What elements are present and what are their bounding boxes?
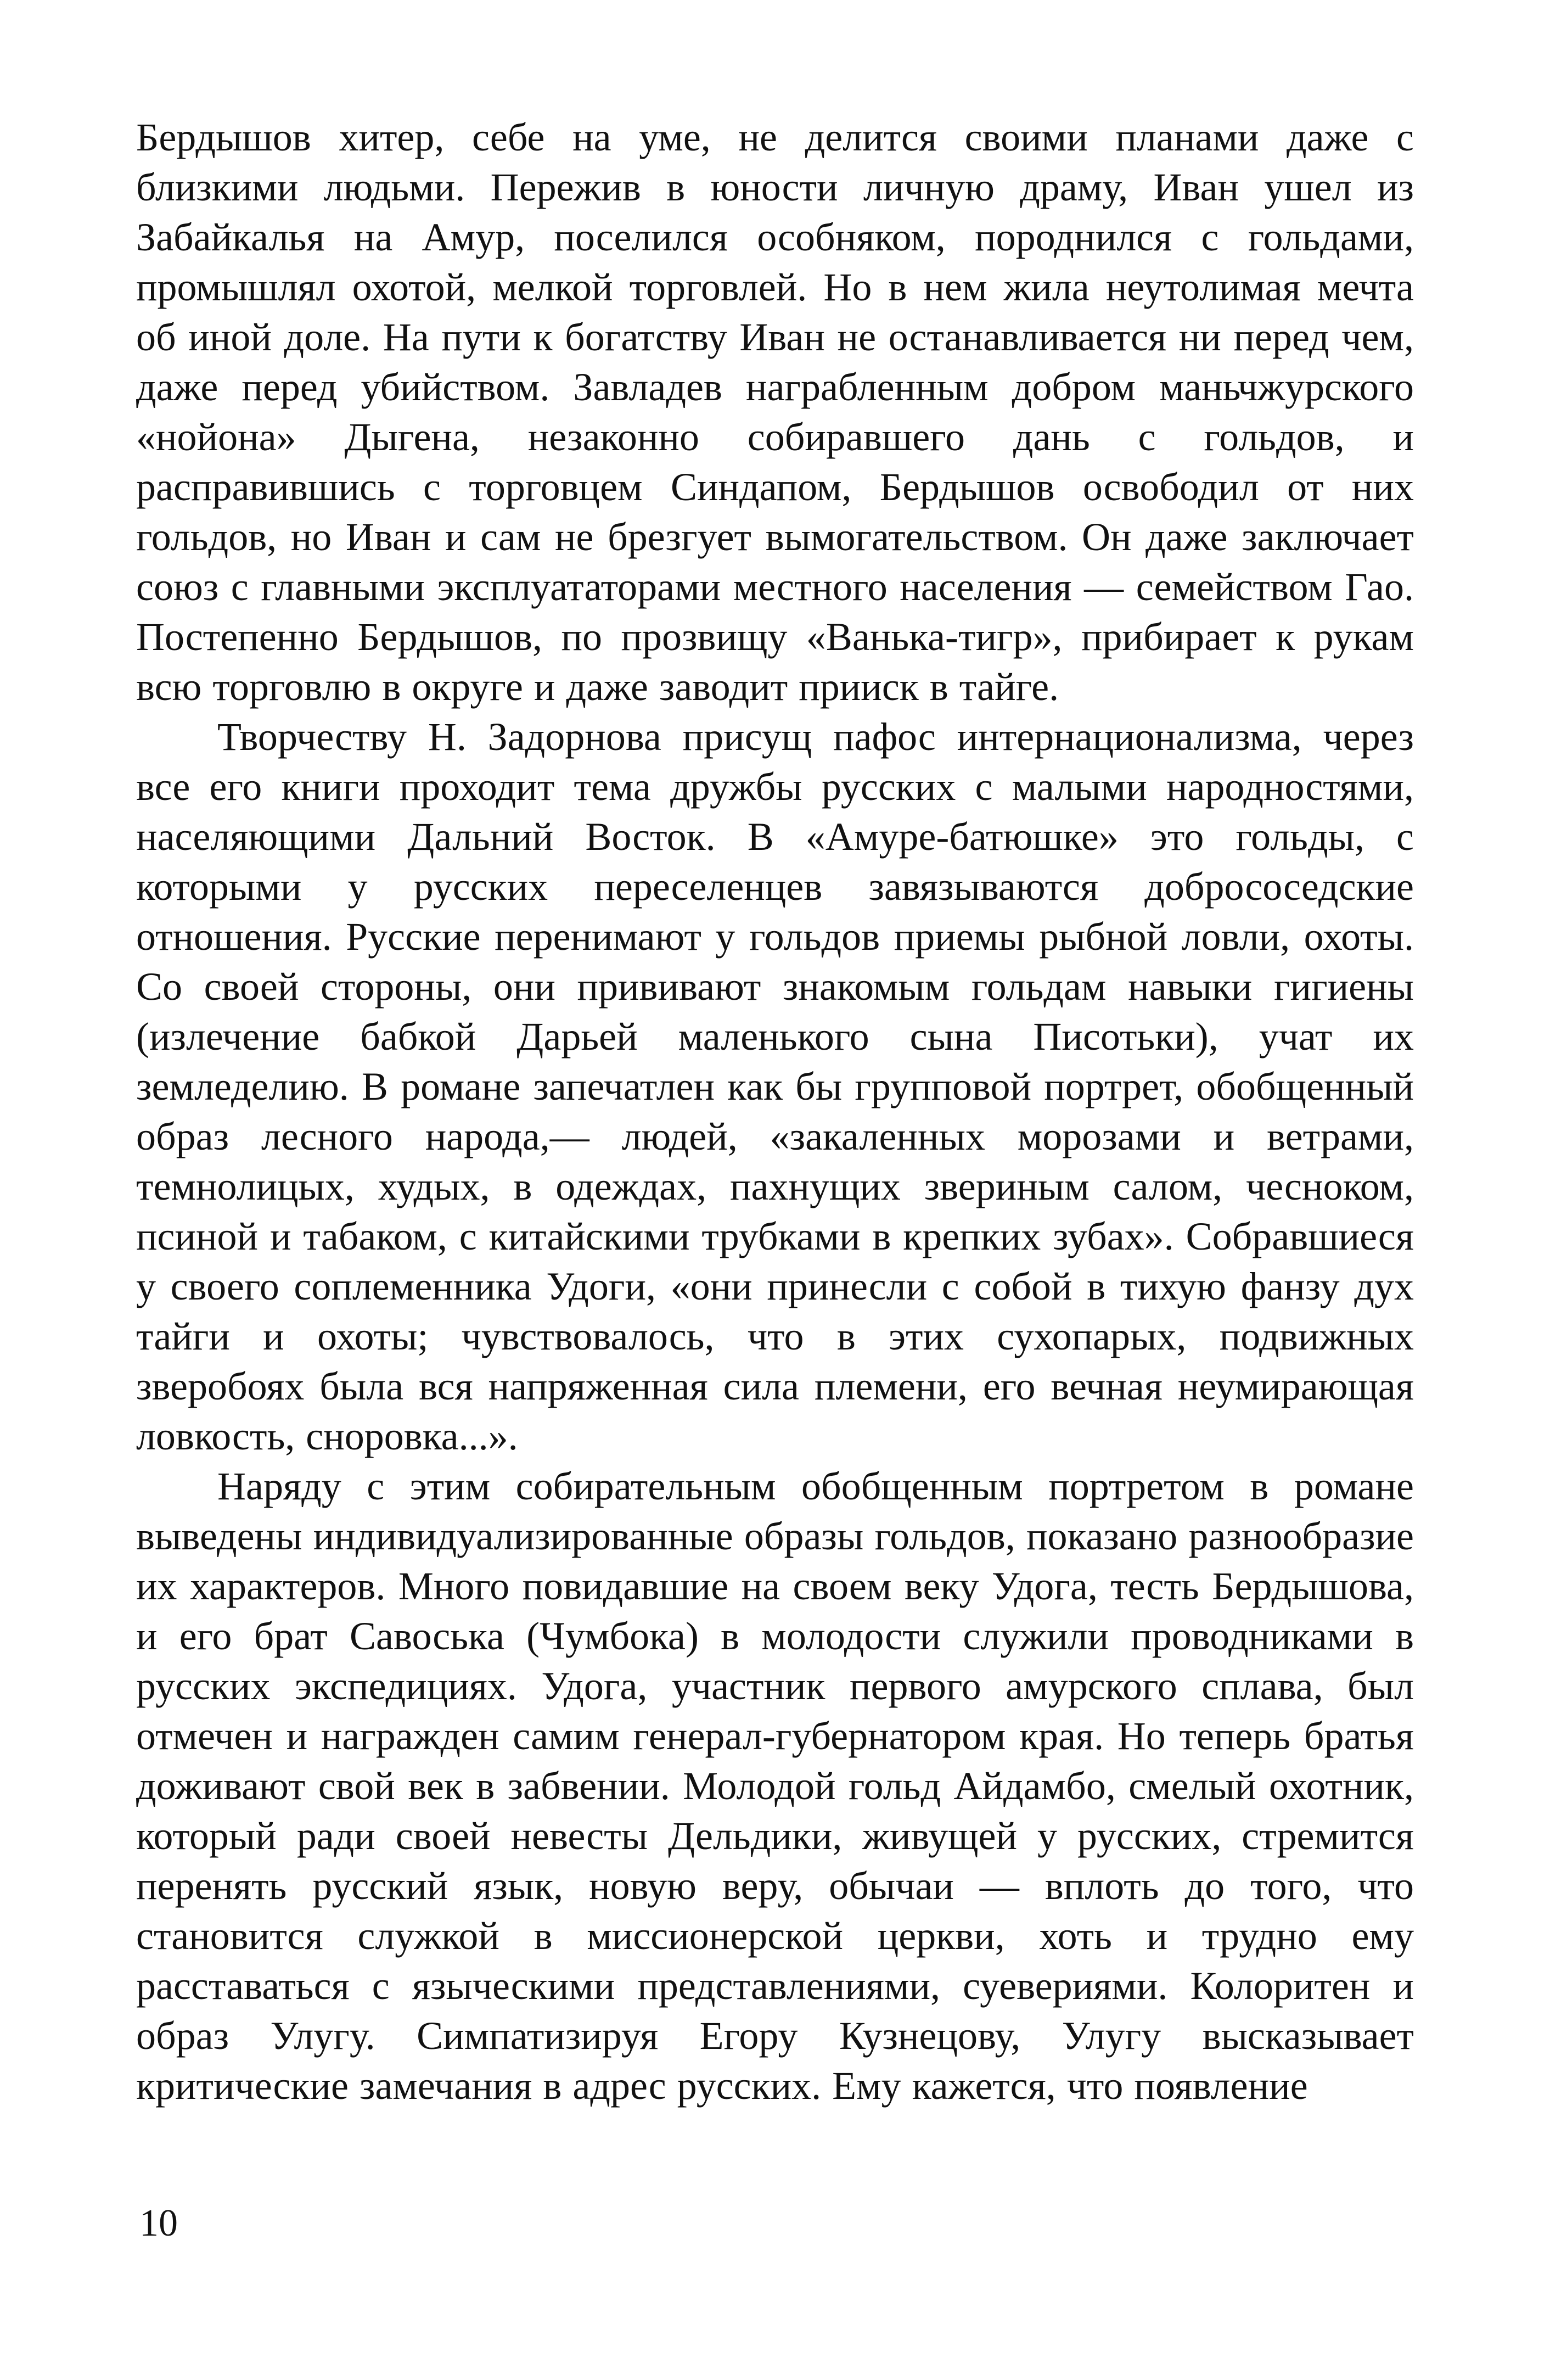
paragraph-individual-portraits: Наряду с этим собирательным обобщенным портретом в романе выведены индивидуализированные образы гольдов, показано разнообразие их характеров. Много повидавшие на своем веку Удога, тесть Бердышова, и его брат Савоська (Чумбока) в молодости служили проводниками в русских экспедициях. Удога, участник первого амурского сплава, был отмечен и награжден самим генерал-губернатором края. Но теперь братья доживают свой век в забвении. Молодой гольд Айдамбо, смелый охотник, который ради своей невесты Дельдики, живущей у русских, стремится перенять русский язык, новую веру, обычаи — вплоть до того, что становится служкой в миссионерской церкви, хоть и трудно ему расставаться с языческими представлениями, суевериями. Колоритен и образ Улугу. Симпатизируя Егору Кузнецову, Улугу высказывает критические замечания в адрес русских. Ему кажется, что появление bbox=[136, 1464, 1414, 2108]
paragraph-berdyshov: Бердышов хитер, себе на уме, не делится своими планами даже с близкими людьми. Пережив в юности личную драму, Иван ушел из Забайкалья на Амур, поселился особняком, породнился с гольдами, промышлял охотой, мелкой торговлей. Но в нем жила неутолимая мечта об иной доле. На пути к богатству Иван не останавливается ни перед чем, даже перед убийством. Завладев награбленным добром маньчжурского «нойона» Дыгена, незаконно собиравшего дань с гольдов, и расправившись с торговцем Синдапом, Бердышов освободил от них гольдов, но Иван и сам не брезгует вымогательством. Он даже заключает союз с главными эксплуататорами местного населения — семейством Гао. Постепенно Бердышов, по прозвищу «Ванька-тигр», прибирает к рукам всю торговлю в округе и даже заводит прииск в тайге. bbox=[136, 115, 1414, 709]
body-text bbox=[136, 113, 1414, 2111]
paragraph-internationalism: Творчеству Н. Задорнова присущ пафос интернационализма, через все его книги проходит тема дружбы русских с малыми народностями, населяющими Дальний Восток. В «Амуре-батюшке» это гольды, с которыми у русских переселенцев завязываются добрососедские отношения. Русские перенимают у гольдов приемы рыбной ловли, охоты. Со своей стороны, они прививают знакомым гольдам навыки гигиены (излечение бабкой Дарьей маленького сына Писотьки), учат их земледелию. В романе запечатлен как бы групповой портрет, обобщенный образ лесного народа,— людей, «закаленных морозами и ветрами, темнолицых, худых, в одеждах, пахнущих звериным салом, чесноком, псиной и табаком, с китайскими трубками в крепких зубах». Собравшиеся у своего соплеменника Удоги, «они принесли с собой в тихую фанзу дух тайги и охоты; чувствовалось, что в этих сухопарых, подвижных зверобоях была вся напряженная сила племени, его вечная неумирающая ловкость, сноровка...». bbox=[136, 715, 1414, 1458]
page-number: 10 bbox=[139, 2202, 178, 2244]
